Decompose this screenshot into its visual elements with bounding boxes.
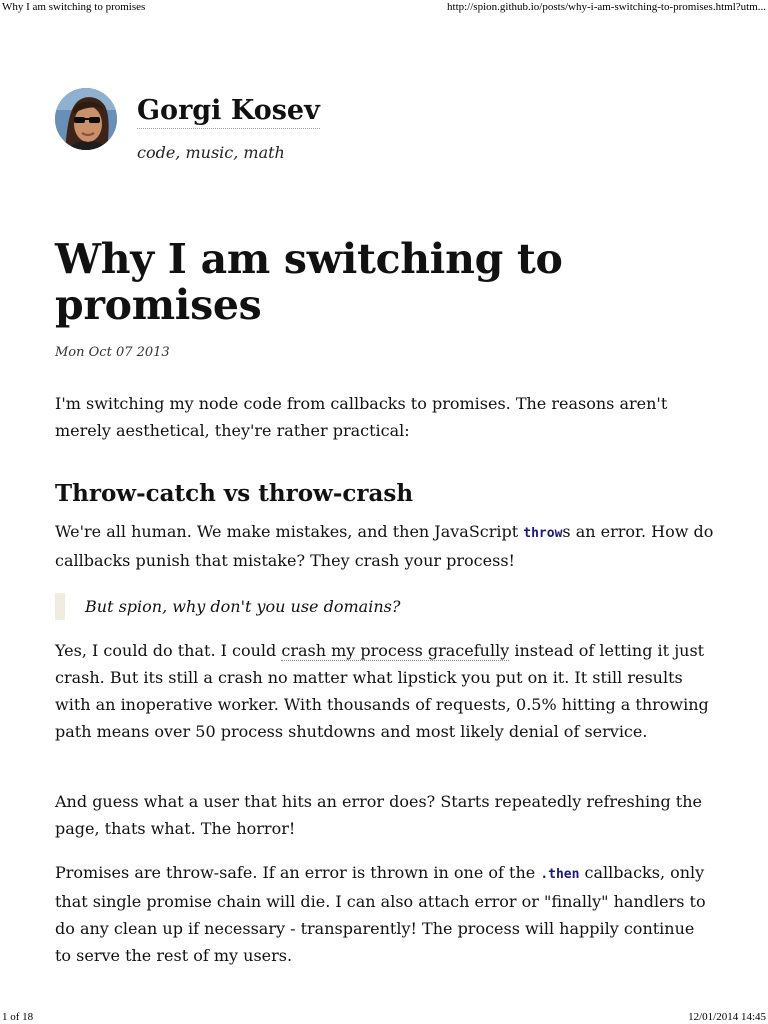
paragraph-promises-text-before: Promises are throw-safe. If an error is thrown in one of the	[55, 863, 541, 882]
paragraph-promises-text-after: callbacks, only that single promise chain will die. I can also attach error or "finally" handlers to do any clean up if necessary - transparently! The process will happily continue to serve the rest of my users.	[55, 863, 706, 965]
print-url: http://spion.github.io/posts/why-i-am-switching-to-promises.html?utm...	[447, 1, 766, 13]
paragraph-throw	[55, 518, 715, 574]
print-page-title: Why I am switching to promises	[2, 1, 146, 13]
print-footer	[0, 1010, 768, 1024]
paragraph-throw-text-before: We're all human. We make mistakes, and then JavaScript	[55, 522, 524, 541]
code-throw: throw	[523, 526, 563, 541]
section-heading: Throw-catch vs throw-crash	[55, 480, 414, 507]
blockquote-text: But spion, why don't you use domains?	[85, 597, 401, 616]
post-title: Why I am switching to promises	[55, 235, 563, 329]
author-block	[55, 88, 715, 168]
author-name-link[interactable]: Gorgi Kosev	[137, 94, 320, 129]
paragraph-domains	[55, 637, 715, 745]
paragraph-user-error: And guess what a user that hits an error does? Starts repeatedly refreshing the page, thats what. The horror!	[55, 792, 703, 838]
post-date: Mon Oct 07 2013	[55, 345, 170, 360]
paragraph-domains-text-before: Yes, I could do that. I could	[55, 641, 282, 660]
avatar-photo	[55, 88, 117, 150]
print-header	[0, 0, 768, 14]
avatar[interactable]	[55, 88, 117, 150]
intro-paragraph: I'm switching my node code from callbacks to promises. The reasons aren't merely aesthetical, they're rather practical:	[55, 394, 668, 440]
blockquote	[55, 593, 695, 620]
post-page	[55, 88, 715, 965]
paragraph-throw-text-after: s an error. How do callbacks punish that mistake? They crash your process!	[55, 522, 714, 570]
page-count: 1 of 18	[2, 1011, 34, 1023]
print-timestamp: 12/01/2014 14:45	[688, 1011, 766, 1023]
crash-gracefully-link[interactable]: crash my process gracefully	[281, 641, 510, 660]
paragraph-domains-text-after: instead of letting it just crash. But its still a crash no matter what lipstick you put on it. It still results with an inoperative worker. With thousands of requests, 0.5% hitting a throwing path means over 50 process shutdowns and most likely denial of service.	[55, 641, 709, 741]
author-tagline: code, music, math	[137, 143, 285, 162]
paragraph-promises	[55, 859, 715, 969]
blockquote-bar	[55, 593, 65, 620]
code-then: .then	[540, 867, 580, 882]
